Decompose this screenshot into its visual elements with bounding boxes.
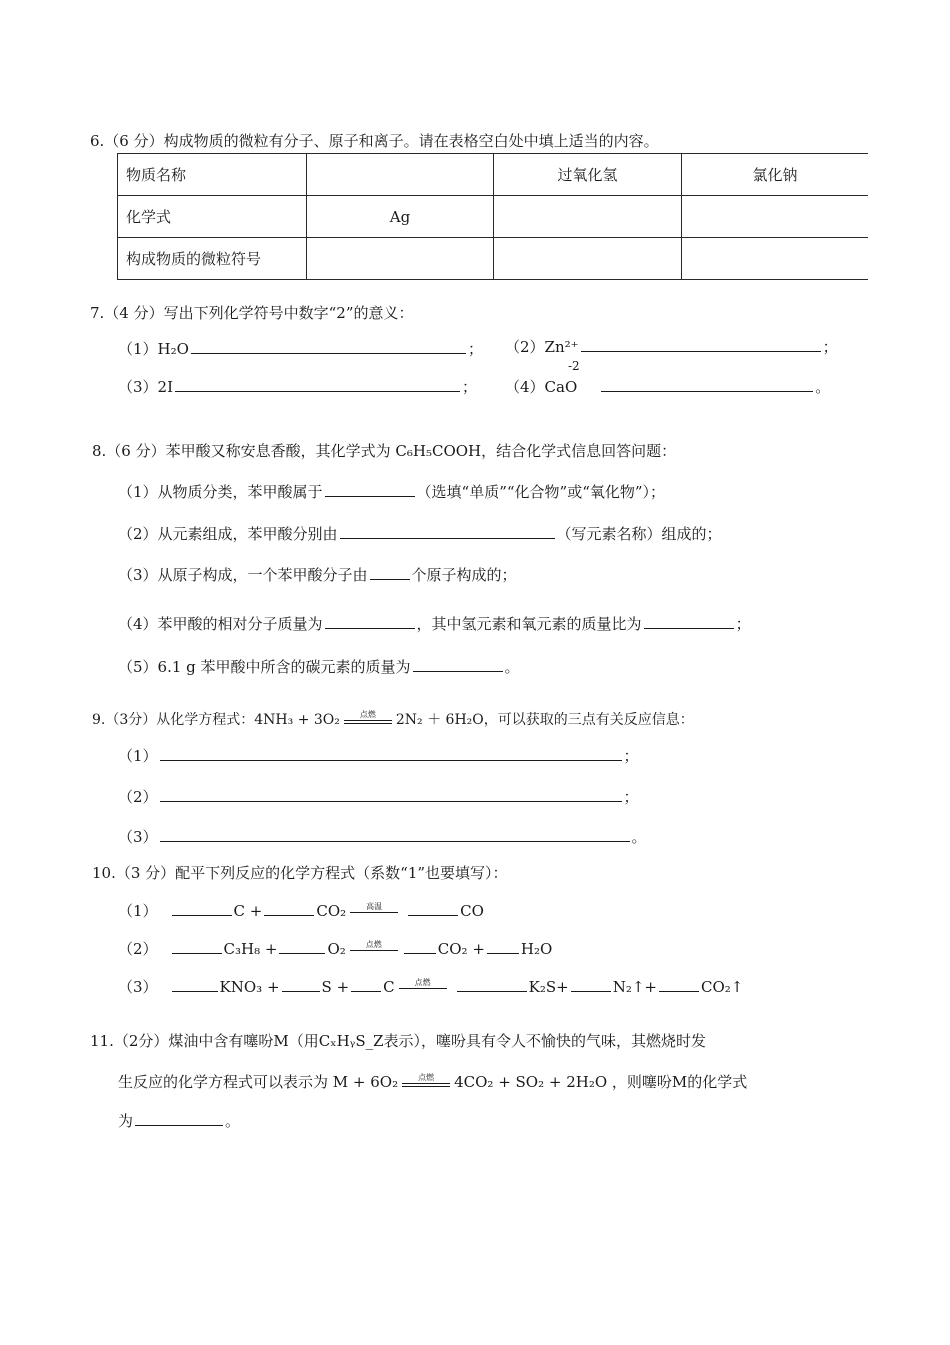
- q7-p3-semi: ；: [462, 378, 478, 396]
- table-cell: 化学式: [118, 196, 307, 238]
- q10-eq2-label: （2）: [118, 940, 158, 958]
- q11-answer-end: 。: [225, 1112, 241, 1130]
- q8-part1: [118, 481, 665, 502]
- answer-blank[interactable]: [581, 350, 821, 352]
- q8-p3-text: （3）从原子构成，一个苯甲酸分子由: [118, 566, 368, 584]
- coefficient-blank[interactable]: [264, 914, 314, 916]
- reaction-arrow: [344, 710, 392, 727]
- q10-eq3-term: CO₂↑: [701, 978, 744, 996]
- table-cell: [307, 238, 494, 280]
- q9-p3-label: （3）: [118, 828, 158, 846]
- answer-blank[interactable]: [325, 627, 415, 629]
- coefficient-blank[interactable]: [408, 914, 458, 916]
- q11-line2: [118, 1071, 747, 1092]
- reaction-condition: 点燃: [414, 978, 431, 987]
- q6-table: [117, 153, 868, 280]
- q8-p5-end: 。: [504, 658, 520, 676]
- q10-eq3-term: K₂S+: [528, 978, 569, 996]
- coefficient-blank[interactable]: [282, 990, 320, 992]
- coefficient-blank[interactable]: [457, 990, 527, 992]
- reaction-condition: 点燃: [359, 710, 376, 719]
- q11-answer-prefix: 为: [118, 1112, 134, 1130]
- q10-eq2-term: CO₂ +: [437, 940, 485, 958]
- q8-part3: [118, 564, 517, 585]
- answer-blank[interactable]: [160, 759, 622, 761]
- q7-p4-end: 。: [815, 378, 831, 396]
- reaction-arrow: [350, 940, 398, 957]
- q9-p1-semi: ；: [623, 747, 639, 765]
- q10-eq1-term: CO: [460, 902, 484, 920]
- q9-p2-label: （2）: [118, 788, 158, 806]
- reaction-condition: 点燃: [365, 940, 382, 949]
- q7-part4: [505, 376, 830, 397]
- answer-blank[interactable]: [160, 840, 630, 842]
- answer-blank[interactable]: [413, 670, 503, 672]
- q8-p4-text: （4）苯甲酸的相对分子质量为: [118, 615, 323, 633]
- coefficient-blank[interactable]: [571, 990, 611, 992]
- q8-p1-text: （1）从物质分类，苯甲酸属于: [118, 483, 323, 501]
- coefficient-blank[interactable]: [172, 952, 222, 954]
- reaction-condition: 高温: [366, 902, 383, 911]
- table-cell: 过氧化氢: [494, 154, 682, 196]
- q10-eq1-label: （1）: [118, 902, 158, 920]
- q8-p5-text: （5）6.1 g 苯甲酸中所含的碳元素的质量为: [118, 658, 411, 676]
- q9-p2-semi: ；: [623, 788, 639, 806]
- coefficient-blank[interactable]: [659, 990, 699, 992]
- q9-title: [92, 709, 694, 729]
- answer-blank[interactable]: [601, 390, 813, 392]
- answer-blank[interactable]: [160, 800, 622, 802]
- table-cell: [494, 196, 682, 238]
- table-cell: [307, 154, 494, 196]
- q8-part2: [118, 523, 722, 544]
- answer-blank[interactable]: [191, 352, 466, 354]
- q10-eq3-term: C: [383, 978, 395, 996]
- reaction-condition: 点燃: [418, 1073, 435, 1082]
- q10-eq1-term: CO₂: [316, 902, 347, 920]
- coefficient-blank[interactable]: [172, 914, 232, 916]
- q7-valence-mark: -2: [568, 359, 580, 373]
- q8-p2-text: （2）从元素组成，苯甲酸分别由: [118, 525, 338, 543]
- q10-eq3: [118, 976, 743, 997]
- q10-eq3-term: N₂↑+: [612, 978, 657, 996]
- q7-part3: [118, 376, 477, 397]
- q7-title: 7.（4 分）写出下列化学符号中数字“2”的意义：: [90, 304, 414, 322]
- q7-p2-label: （2）Zn²⁺: [505, 338, 579, 356]
- q8-part4: [118, 613, 751, 634]
- q11-equation-left: 生反应的化学方程式可以表示为 M + 6O₂: [118, 1073, 399, 1091]
- q10-eq3-label: （3）: [118, 978, 158, 996]
- table-cell: [682, 196, 869, 238]
- table-cell: [682, 238, 869, 280]
- coefficient-blank[interactable]: [279, 952, 325, 954]
- q10-eq1-term: C +: [233, 902, 263, 920]
- answer-blank[interactable]: [340, 537, 555, 539]
- coefficient-blank[interactable]: [404, 952, 436, 954]
- answer-blank[interactable]: [370, 578, 410, 580]
- table-cell: 氯化钠: [682, 154, 869, 196]
- reaction-arrow: [350, 902, 398, 919]
- q7-part1: [118, 338, 483, 359]
- coefficient-blank[interactable]: [487, 952, 519, 954]
- answer-blank[interactable]: [325, 495, 415, 497]
- q9-part2: [118, 786, 639, 807]
- table-cell: 构成物质的微粒符号: [118, 238, 307, 280]
- reaction-arrow: [402, 1073, 450, 1090]
- q9-part1: [118, 745, 639, 766]
- q8-p3-tail: 个原子构成的；: [411, 566, 517, 584]
- q9-p1-label: （1）: [118, 747, 158, 765]
- q10-eq2-term: C₃H₈ +: [223, 940, 278, 958]
- q10-title: 10.（3 分）配平下列反应的化学方程式（系数“1”也要填写）：: [92, 864, 508, 882]
- q7-p1-label: （1）H₂O: [118, 340, 189, 358]
- reaction-arrow: [399, 978, 447, 995]
- table-row: [118, 238, 869, 280]
- answer-blank[interactable]: [175, 390, 460, 392]
- answer-blank[interactable]: [135, 1124, 223, 1126]
- q9-part3: [118, 826, 647, 847]
- q11-line3: [118, 1110, 240, 1131]
- coefficient-blank[interactable]: [351, 990, 381, 992]
- q10-eq2: [118, 938, 552, 959]
- q7-p3-label: （3）2I: [118, 378, 174, 396]
- q11-line1: 11.（2分）煤油中含有噻吩M（用CₓHᵧS_Z表示），噻吩具有令人不愉快的气味，其燃烧时发: [90, 1032, 707, 1050]
- q8-p2-hint: （写元素名称）组成的；: [556, 525, 722, 543]
- q8-p4-semi: ；: [735, 615, 751, 633]
- q10-eq2-term: O₂: [327, 940, 346, 958]
- q10-eq3-term: KNO₃ +: [219, 978, 280, 996]
- table-row: [118, 154, 869, 196]
- q6-title: 6.（6 分）构成物质的微粒有分子、原子和离子。请在表格空白处中填上适当的内容。: [90, 132, 659, 150]
- q7-part2: [505, 336, 838, 357]
- q10-eq3-term: S +: [321, 978, 350, 996]
- answer-blank[interactable]: [644, 627, 734, 629]
- q7-p1-semi: ；: [467, 340, 483, 358]
- table-cell: 物质名称: [118, 154, 307, 196]
- table-cell: [494, 238, 682, 280]
- q11-equation-right: 4CO₂ + SO₂ + 2H₂O ，则噻吩M的化学式: [454, 1073, 748, 1091]
- q9-equation-right: 2N₂ ＋ 6H₂O，可以获取的三点有关反应信息：: [395, 712, 694, 728]
- q10-eq1: [118, 900, 484, 921]
- table-cell: Ag: [307, 196, 494, 238]
- coefficient-blank[interactable]: [172, 990, 218, 992]
- q7-p2-semi: ；: [822, 338, 838, 356]
- q7-p4-label: （4）CaO: [505, 378, 578, 396]
- q8-p4-text2: ，其中氢元素和氧元素的质量比为: [416, 615, 642, 633]
- q9-p3-end: 。: [631, 828, 647, 846]
- q9-equation-left: 9.（3分）从化学方程式：4NH₃ + 3O₂: [92, 712, 340, 728]
- q8-p1-hint: （选填“单质”“化合物”或“氧化物”）；: [416, 483, 666, 501]
- q10-eq2-term: H₂O: [520, 940, 553, 958]
- table-row: [118, 196, 869, 238]
- q8-part5: [118, 656, 520, 677]
- q8-title: 8.（6 分）苯甲酸又称安息香酸，其化学式为 C₆H₅COOH，结合化学式信息回答问题：: [92, 442, 677, 460]
